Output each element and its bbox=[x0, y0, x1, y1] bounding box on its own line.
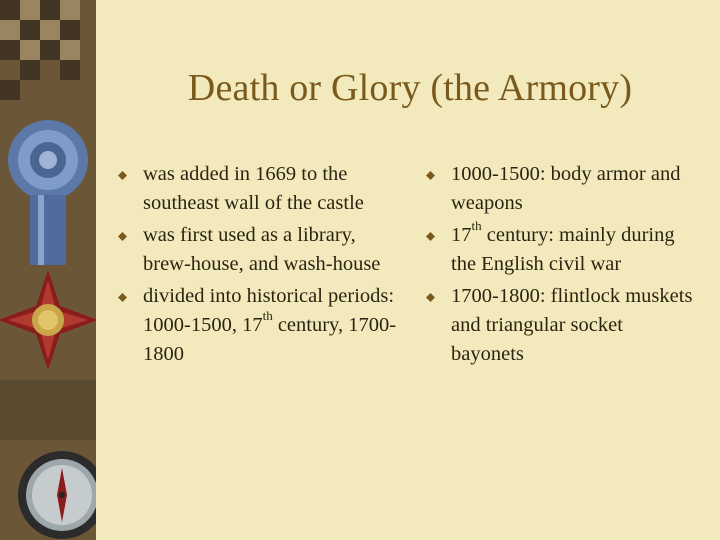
diamond-bullet-icon bbox=[426, 171, 435, 180]
bullet-text: 17th century: mainly during the English civil war bbox=[451, 218, 675, 275]
diamond-bullet-icon bbox=[426, 293, 435, 302]
bullet-item bbox=[110, 282, 400, 369]
left-bullet-column bbox=[110, 160, 400, 372]
slide-title: Death or Glory (the Armory) bbox=[187, 67, 633, 109]
bullet-text: divided into historical periods: 1000-1500, 17th century, 1700-1800 bbox=[143, 285, 397, 365]
diamond-bullet-icon bbox=[118, 171, 127, 180]
bullet-item bbox=[418, 160, 693, 218]
diamond-bullet-icon bbox=[426, 232, 435, 241]
bullet-item bbox=[418, 282, 693, 369]
bullet-text: 1000-1500: body armor and weapons bbox=[451, 163, 681, 214]
bullet-text: was added in 1669 to the southeast wall of the castle bbox=[143, 163, 364, 214]
diamond-bullet-icon bbox=[118, 293, 127, 302]
bullet-item bbox=[110, 221, 400, 279]
right-bullet-column bbox=[418, 160, 693, 372]
bullet-text: was first used as a library, brew-house, and wash-house bbox=[143, 224, 381, 275]
bullet-item bbox=[418, 218, 693, 279]
bullet-text: 1700-1800: flintlock muskets and triangular socket bayonets bbox=[451, 285, 693, 365]
medal-and-compass-image bbox=[0, 0, 96, 540]
diamond-bullet-icon bbox=[118, 232, 127, 241]
bullet-item bbox=[110, 160, 400, 218]
